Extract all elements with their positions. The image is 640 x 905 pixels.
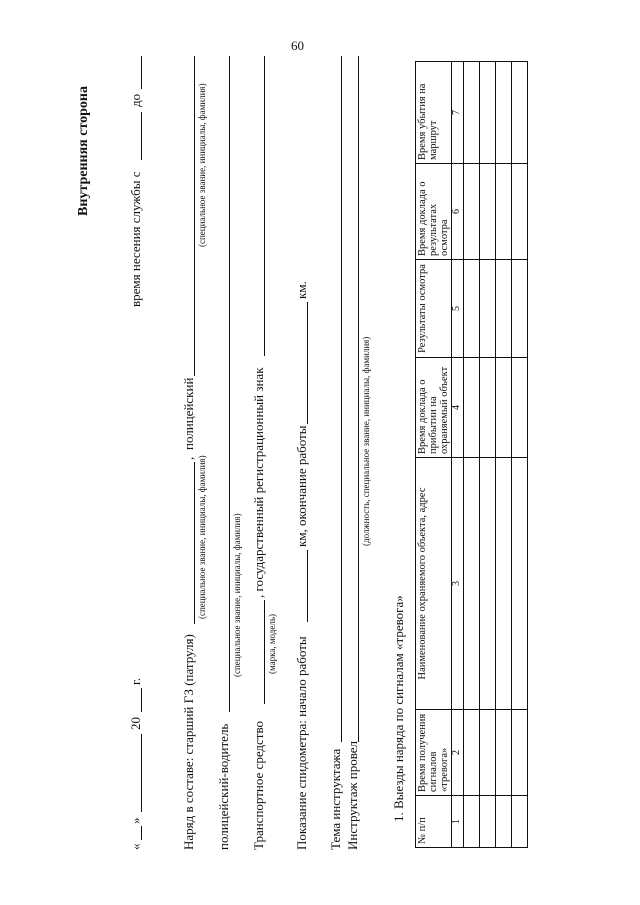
date-year-line [141, 688, 142, 712]
table-row [464, 62, 480, 848]
driver-line [229, 56, 230, 712]
briefing-topic-line [341, 56, 342, 742]
service-from-line [141, 112, 142, 160]
vehicle-plate-label: , государственный регистрационный знак [251, 367, 266, 598]
speedometer-start-label: Показание спидометра: начало работы [294, 636, 309, 850]
crew-senior-line [194, 462, 195, 624]
crew-policeman-line [194, 56, 195, 376]
speedometer-start-line [307, 550, 308, 622]
table-cell[interactable] [464, 62, 480, 164]
date-month-line [141, 734, 142, 812]
col-number-1: 1 [452, 796, 464, 848]
speedometer-km2: км. [294, 281, 309, 299]
table-cell[interactable] [480, 458, 496, 710]
col-number-4: 4 [452, 358, 464, 458]
table-cell[interactable] [496, 260, 512, 358]
briefing-topic-label: Тема инструктажа [328, 748, 343, 850]
table-cell[interactable] [496, 164, 512, 260]
table-cell[interactable] [496, 710, 512, 796]
table-cell[interactable] [512, 796, 528, 848]
date-year-prefix: 20 [128, 717, 143, 730]
table-row [480, 62, 496, 848]
date-year-suffix: г. [128, 677, 143, 685]
table-cell[interactable] [464, 164, 480, 260]
table-cell[interactable] [512, 62, 528, 164]
table-row [512, 62, 528, 848]
header-signal-time: Время получения сигналов «тревога» [416, 710, 452, 796]
crew-hint-1: (специальное звание, инициалы, фамилия) [197, 455, 207, 619]
table-cell[interactable] [496, 62, 512, 164]
table-cell[interactable] [480, 710, 496, 796]
table-cell[interactable] [480, 796, 496, 848]
crew-hint-2: (специальное звание, инициалы, фамилия) [197, 83, 207, 247]
rotated-form [67, 52, 567, 852]
service-from-label: время несения службы с [128, 171, 143, 307]
service-to-line [141, 56, 142, 89]
page-number: 60 [291, 38, 304, 53]
col-number-5: 5 [452, 260, 464, 358]
header-result-report: Время доклада о результатах осмотра [416, 164, 452, 260]
driver-label: полицейский-водитель [216, 723, 231, 850]
crew-policeman-label: полицейский [181, 377, 196, 450]
speedometer-end-line [307, 302, 308, 424]
service-to-label: до [128, 93, 143, 107]
table-cell[interactable] [464, 358, 480, 458]
table-cell[interactable] [480, 260, 496, 358]
table-cell[interactable] [496, 358, 512, 458]
briefing-conducted-label: Инструктаж провел [345, 740, 360, 850]
section-title: 1. Выезды наряда по сигналам «тревога» [391, 595, 406, 822]
table-cell[interactable] [512, 710, 528, 796]
vehicle-hint: (марка, модель) [267, 614, 277, 674]
date-open-quote: « [128, 843, 143, 850]
table-cell[interactable] [480, 358, 496, 458]
col-number-7: 7 [452, 62, 464, 164]
table-number-row [452, 62, 464, 848]
briefing-conducted-line [358, 56, 359, 742]
crew-label: Наряд в составе: старший ГЗ (патруля) [181, 634, 196, 850]
col-number-6: 6 [452, 164, 464, 260]
alarm-calls-table [415, 61, 528, 848]
table-cell[interactable] [464, 260, 480, 358]
speedometer-km1: км, окончание работы [294, 425, 309, 547]
table-cell[interactable] [464, 796, 480, 848]
table-cell[interactable] [480, 164, 496, 260]
table-cell[interactable] [480, 62, 496, 164]
table-cell[interactable] [512, 458, 528, 710]
briefing-hint: (должность, специальное звание, инициалы, фамилия) [361, 336, 371, 546]
header-departure-time: Время убытия на маршрут [416, 62, 452, 164]
date-day-line [141, 826, 142, 840]
header-number: № п/п [416, 796, 452, 848]
header-inspection-result: Результаты осмотра [416, 260, 452, 358]
col-number-2: 2 [452, 710, 464, 796]
table-cell[interactable] [496, 796, 512, 848]
table-cell[interactable] [512, 358, 528, 458]
vehicle-label: Транспортное средство [251, 720, 266, 850]
date-close-quote: » [128, 817, 143, 824]
table-cell[interactable] [496, 458, 512, 710]
table-cell[interactable] [464, 458, 480, 710]
vehicle-model-line [264, 600, 265, 704]
table-cell[interactable] [512, 164, 528, 260]
driver-hint: (специальное звание, инициалы, фамилия) [232, 513, 242, 677]
side-title: Внутренняя сторона [76, 86, 91, 216]
vehicle-plate-line [264, 56, 265, 356]
header-object-address: Наименование охраняемого объекта, адрес [416, 458, 452, 710]
table-cell[interactable] [512, 260, 528, 358]
table-header-row [416, 62, 452, 848]
table-row [496, 62, 512, 848]
header-arrival-report: Время доклада о прибытии на охраняемый объект [416, 358, 452, 458]
col-number-3: 3 [452, 458, 464, 710]
table-cell[interactable] [464, 710, 480, 796]
crew-comma: , [181, 456, 196, 460]
